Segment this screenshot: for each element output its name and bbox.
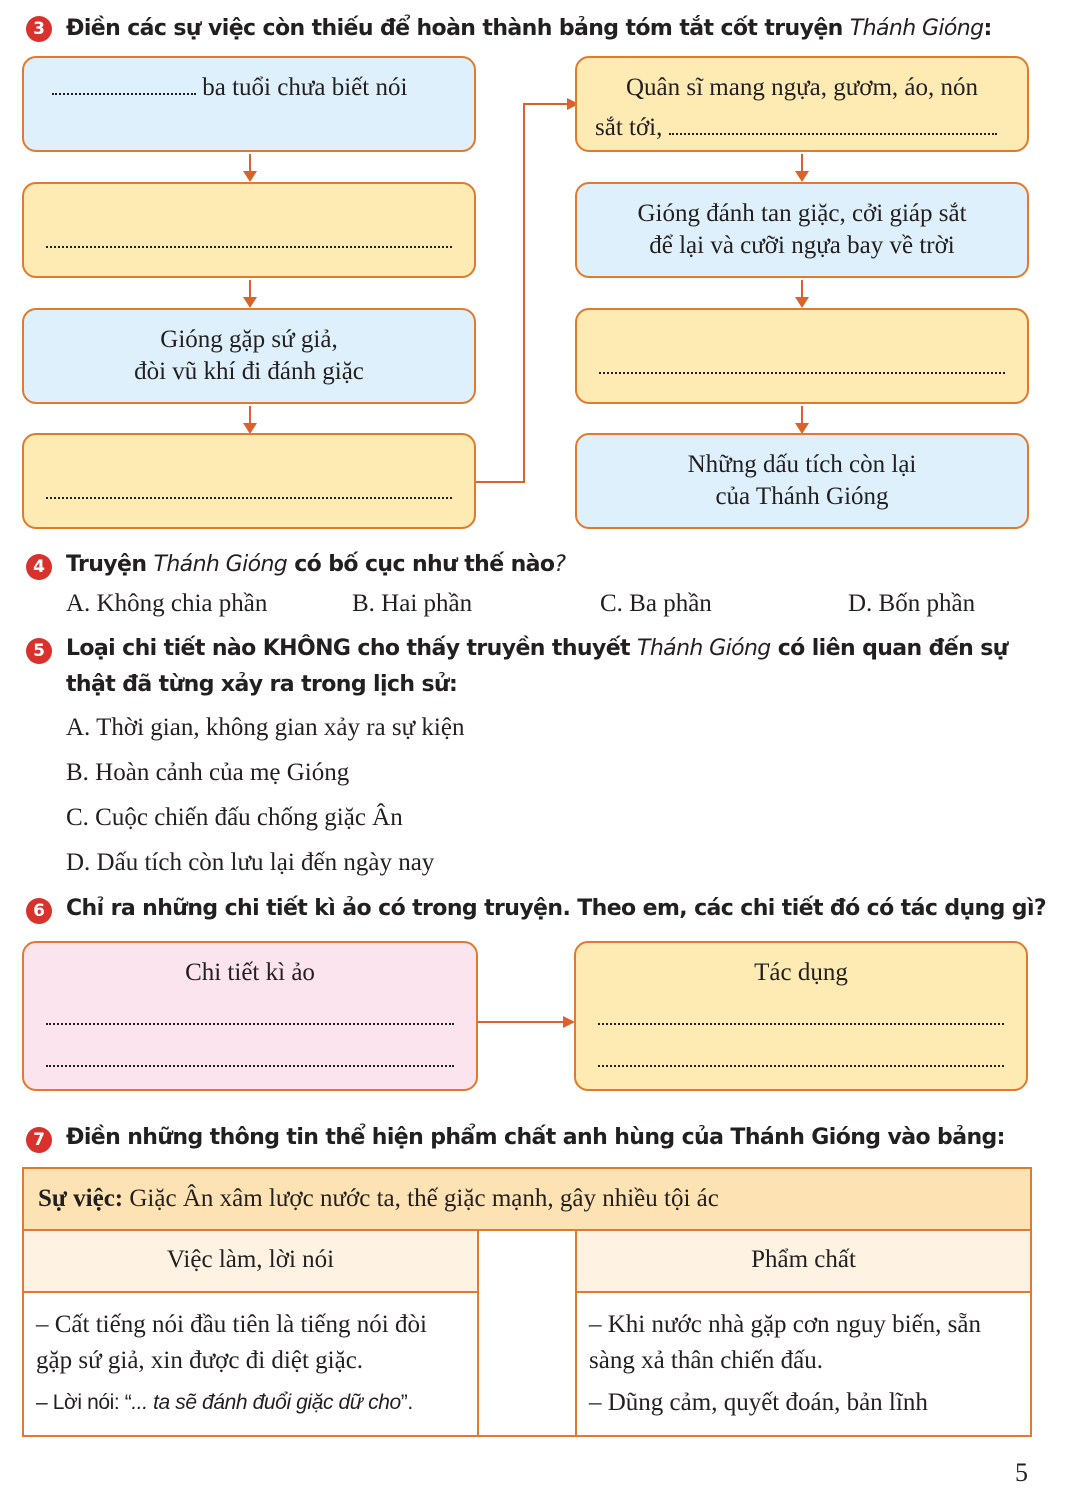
quote-text: ... ta sẽ đánh đuổi giặc dữ cho [131, 1391, 401, 1414]
question-3-text: Điền các sự việc còn thiếu để hoàn thành bảng tóm tắt cốt truyện [66, 16, 850, 41]
right-box-2 [575, 182, 1029, 278]
left-box-3-line1: Gióng gặp sứ giả, [160, 326, 338, 353]
right-box-4 [575, 433, 1029, 529]
arrow-down-6 [801, 406, 803, 432]
right-box-1[interactable] [575, 56, 1029, 152]
magic-details-title: Chi tiết kì ảo [185, 959, 315, 986]
event-row [23, 1168, 1031, 1230]
blank-line[interactable] [669, 133, 997, 135]
qualities-text-2: – Dũng cảm, quyết đoán, bản lĩnh [589, 1389, 928, 1416]
question-4-prompt [66, 548, 565, 582]
left-box-4[interactable] [22, 433, 476, 529]
question-3-title: Thánh Gióng [849, 16, 984, 41]
q5-option-a[interactable]: A. Thời gian, không gian xảy ra sự kiện [66, 714, 465, 741]
question-3-prompt [66, 12, 992, 46]
left-box-3-line2: đòi vũ khí đi đánh giặc [134, 358, 364, 385]
column-header-qualities: Phẩm chất [576, 1230, 1031, 1292]
question-4-title: Thánh Gióng [153, 552, 288, 577]
effect-arrow [478, 1014, 576, 1030]
blank-line[interactable] [46, 1023, 454, 1025]
arrow-down-4 [801, 154, 803, 180]
q5-option-c[interactable]: C. Cuộc chiến đấu chống giặc Ân [66, 804, 403, 831]
q4-option-d[interactable]: D. Bốn phần [848, 590, 976, 617]
actions-cell[interactable] [23, 1292, 478, 1436]
question-number-5: 5 [26, 638, 52, 664]
left-box-1-text: ba tuổi chưa biết nói [196, 74, 408, 101]
blank-line[interactable] [46, 497, 452, 499]
connector-arrow [476, 96, 580, 488]
q4-option-b[interactable]: B. Hai phần [352, 590, 473, 617]
qualities-cell[interactable] [576, 1292, 1031, 1436]
question-5-text-pre: Loại chi tiết nào KHÔNG cho thấy truyền thuyết [66, 636, 637, 661]
arrow-down-1 [249, 154, 251, 180]
question-4-text-pre: Truyện [66, 552, 154, 577]
arrow-down-2 [249, 280, 251, 306]
right-box-2-line1: Gióng đánh tan giặc, cởi giáp sắt [637, 200, 967, 227]
quote-close: ”. [400, 1391, 413, 1414]
left-box-2[interactable] [22, 182, 476, 278]
question-number-7: 7 [26, 1127, 52, 1153]
event-label: Sự việc: [38, 1185, 124, 1212]
effect-box[interactable] [574, 941, 1028, 1091]
arrow-down-3 [249, 406, 251, 432]
left-box-1[interactable] [22, 56, 476, 152]
actions-text-2 [36, 1385, 465, 1421]
question-6-prompt: Chỉ ra những chi tiết kì ảo có trong truyện. Theo em, các chi tiết đó có tác dụng gì? [66, 896, 1047, 921]
right-box-4-line1: Những dấu tích còn lại [687, 451, 917, 478]
question-5-text-post: có liên quan đến sự [770, 636, 1008, 661]
blank-line[interactable] [598, 1065, 1004, 1067]
q5-option-d[interactable]: D. Dấu tích còn lưu lại đến ngày nay [66, 849, 435, 876]
left-box-3 [22, 308, 476, 404]
blank-line[interactable] [52, 93, 196, 95]
right-box-1-line2: sắt tới, [595, 114, 669, 141]
question-4-text-post: có bố cục như thế nào [287, 552, 555, 577]
question-4-qmark: ? [554, 552, 566, 577]
actions-text-1: – Cất tiếng nói đầu tiên là tiếng nói đòi gặp sứ giả, xin được đi diệt giặc. [36, 1311, 427, 1374]
column-header-actions: Việc làm, lời nói [23, 1230, 478, 1292]
blank-line[interactable] [46, 246, 452, 248]
q4-option-c[interactable]: C. Ba phần [600, 590, 712, 617]
question-7-prompt: Điền những thông tin thể hiện phẩm chất anh hùng của Thánh Gióng vào bảng: [66, 1125, 1005, 1150]
q4-option-a[interactable]: A. Không chia phần [66, 590, 268, 617]
q5-option-b[interactable]: B. Hoàn cảnh của mẹ Gióng [66, 759, 350, 786]
question-number-4: 4 [26, 554, 52, 580]
question-5-prompt-line2: thật đã từng xảy ra trong lịch sử: [66, 672, 458, 697]
blank-line[interactable] [599, 372, 1005, 374]
right-box-4-line2: của Thánh Gióng [715, 483, 889, 510]
effect-title: Tác dụng [754, 959, 848, 986]
blank-line[interactable] [598, 1023, 1004, 1025]
qualities-text-1: – Khi nước nhà gặp cơn nguy biến, sẵn sàng xả thân chiến đấu. [589, 1311, 981, 1374]
page-number: 5 [1015, 1458, 1028, 1487]
question-number-3: 3 [26, 16, 52, 42]
question-5-title: Thánh Gióng [637, 636, 771, 661]
right-box-1-line1: Quân sĩ mang ngựa, gươm, áo, nón [625, 74, 979, 101]
question-number-6: 6 [26, 898, 52, 924]
magic-details-box[interactable] [22, 941, 478, 1091]
right-box-3[interactable] [575, 308, 1029, 404]
question-3-tail: : [983, 16, 992, 41]
event-text: Giặc Ân xâm lược nước ta, thế giặc mạnh, gây nhiều tội ác [123, 1185, 719, 1212]
blank-line[interactable] [46, 1065, 454, 1067]
right-box-2-line2: để lại và cưỡi ngựa bay về trời [649, 232, 955, 259]
question-5-prompt-line1 [66, 632, 1008, 666]
heroic-qualities-table [22, 1167, 1032, 1437]
quote-open: – Lời nói: “ [36, 1391, 132, 1414]
arrow-down-5 [801, 280, 803, 306]
table-spacer [478, 1230, 576, 1436]
